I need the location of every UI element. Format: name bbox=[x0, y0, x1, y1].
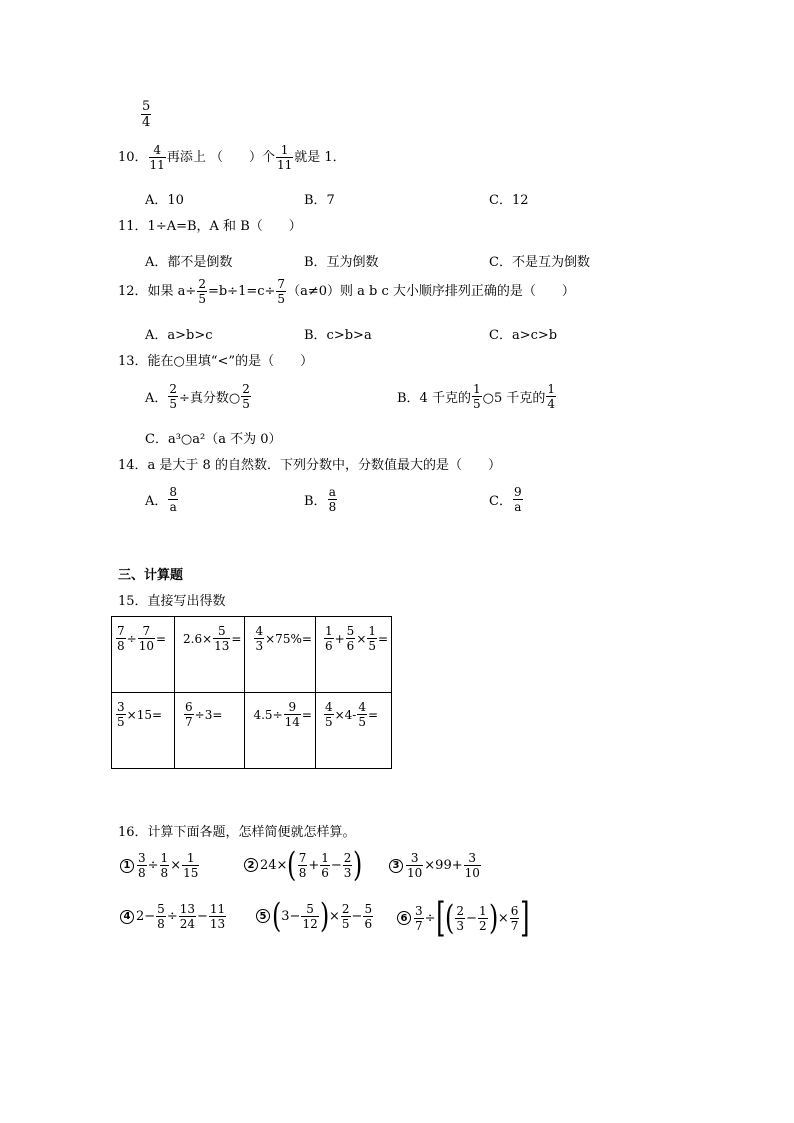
left-bracket-icon: [ bbox=[435, 895, 446, 941]
carryover-fraction: $\frac{5}{4}$ bbox=[142, 99, 151, 130]
q14-option-c[interactable]: C． $\frac{9}{a}$ bbox=[489, 485, 522, 514]
circled-number-1: 1 bbox=[120, 859, 134, 873]
q14-option-b[interactable]: B． $\frac{a}{8}$ bbox=[304, 485, 337, 514]
q10-option-c[interactable]: C．12 bbox=[489, 193, 529, 208]
question-16: 16．计算下面各题，怎样简便就怎样算。 bbox=[118, 825, 356, 840]
question-11: 11．1÷A=B，A 和 B（ ） bbox=[118, 219, 302, 234]
q11-option-a[interactable]: A．都不是倒数 bbox=[145, 255, 233, 270]
expression-6[interactable]: 6 $\frac{3}{7}$ ÷ [ ( $\frac{2}{3}$ − $\frac{1}{2}$ ) × $\frac{6}{7}$ ] bbox=[397, 898, 530, 938]
table-cell[interactable]: $\frac{3}{5}$ ×15= bbox=[112, 693, 175, 769]
q12-option-b[interactable]: B．c>b>a bbox=[304, 328, 372, 343]
expression-3[interactable]: 3 $\frac{3}{10}$ ×99+ $\frac{3}{10}$ bbox=[389, 852, 482, 879]
calc-table bbox=[111, 616, 392, 769]
right-paren-icon: ) bbox=[488, 898, 498, 938]
q13-option-c[interactable]: C．a³○a²（a 不为 0） bbox=[145, 432, 282, 447]
right-paren-icon: ) bbox=[319, 896, 329, 936]
expression-4[interactable]: 4 2− $\frac{5}{8}$ ÷ $\frac{13}{24}$ − $\frac{11}{13}$ bbox=[120, 903, 227, 930]
question-13: 13．能在○里填“<”的是（ ） bbox=[118, 354, 314, 369]
q11-option-b[interactable]: B．互为倒数 bbox=[304, 255, 379, 270]
q11-option-c[interactable]: C．不是互为倒数 bbox=[489, 255, 590, 270]
section-title-calc: 三、计算题 bbox=[118, 568, 184, 583]
expression-5[interactable]: 5 ( 3− $\frac{5}{12}$ ) × $\frac{2}{5}$ − $\frac{5}{6}$ bbox=[256, 899, 374, 933]
question-10: 10． $\frac{4}{11}$ 再添上 （ ）个 $\frac{1}{11}$ 就是 1． bbox=[118, 143, 346, 172]
q12-option-c[interactable]: C．a>c>b bbox=[489, 328, 558, 343]
question-15: 15．直接写出得数 bbox=[118, 594, 226, 609]
q14-option-a[interactable]: A． $\frac{8}{a}$ bbox=[145, 485, 178, 514]
circled-number-2: 2 bbox=[244, 858, 258, 872]
table-cell[interactable]: $\frac{1}{6}$ + $\frac{5}{6}$ × $\frac{1}{5}$ = bbox=[315, 617, 391, 693]
q10-option-a[interactable]: A．10 bbox=[145, 193, 184, 208]
q13-option-b[interactable]: B．4 千克的 $\frac{1}{5}$ ○5 千克的 $\frac{1}{4}$ bbox=[397, 382, 555, 411]
table-cell[interactable]: 2.6× $\frac{5}{13}$ = bbox=[175, 617, 245, 693]
table-cell[interactable]: $\frac{4}{5}$ ×4- $\frac{4}{5}$ = bbox=[315, 693, 391, 769]
table-cell[interactable]: 4.5÷ $\frac{9}{14}$ = bbox=[245, 693, 315, 769]
expression-2[interactable]: 2 24× ( $\frac{7}{8}$ + $\frac{1}{6}$ − $\frac{2}{3}$ ) bbox=[244, 848, 363, 882]
expression-1[interactable]: 1 $\frac{3}{8}$ ÷ $\frac{1}{8}$ × $\frac{1}{15}$ bbox=[120, 852, 200, 879]
left-paren-icon: ( bbox=[445, 898, 455, 938]
question-12: 12．如果 a÷ $\frac{2}{5}$ =b÷1=c÷ $\frac{7}{5}$ （a≠0）则 a b c 大小顺序排列正确的是（ ） bbox=[118, 277, 575, 306]
circled-number-6: 6 bbox=[397, 911, 411, 925]
circled-number-5: 5 bbox=[256, 909, 270, 923]
table-cell[interactable]: $\frac{7}{8}$ ÷ $\frac{7}{10}$ = bbox=[112, 617, 175, 693]
left-paren-icon: ( bbox=[271, 896, 282, 936]
q13-option-a[interactable]: A． $\frac{2}{5}$ ÷真分数○ $\frac{2}{5}$ bbox=[145, 382, 250, 411]
circled-number-3: 3 bbox=[389, 859, 403, 873]
circled-number-4: 4 bbox=[120, 910, 134, 924]
left-paren-icon: ( bbox=[287, 845, 297, 885]
q12-option-a[interactable]: A．a>b>c bbox=[145, 328, 213, 343]
q10-option-b[interactable]: B．7 bbox=[304, 193, 335, 208]
right-bracket-icon: ] bbox=[520, 895, 530, 941]
table-row bbox=[112, 617, 392, 693]
right-paren-icon: ) bbox=[353, 845, 363, 885]
table-row bbox=[112, 693, 392, 769]
question-14: 14．a 是大于 8 的自然数．下列分数中，分数值最大的是（ ） bbox=[118, 458, 501, 473]
table-cell[interactable]: $\frac{4}{3}$ ×75%= bbox=[245, 617, 315, 693]
table-cell[interactable]: $\frac{6}{7}$ ÷3= bbox=[175, 693, 245, 769]
